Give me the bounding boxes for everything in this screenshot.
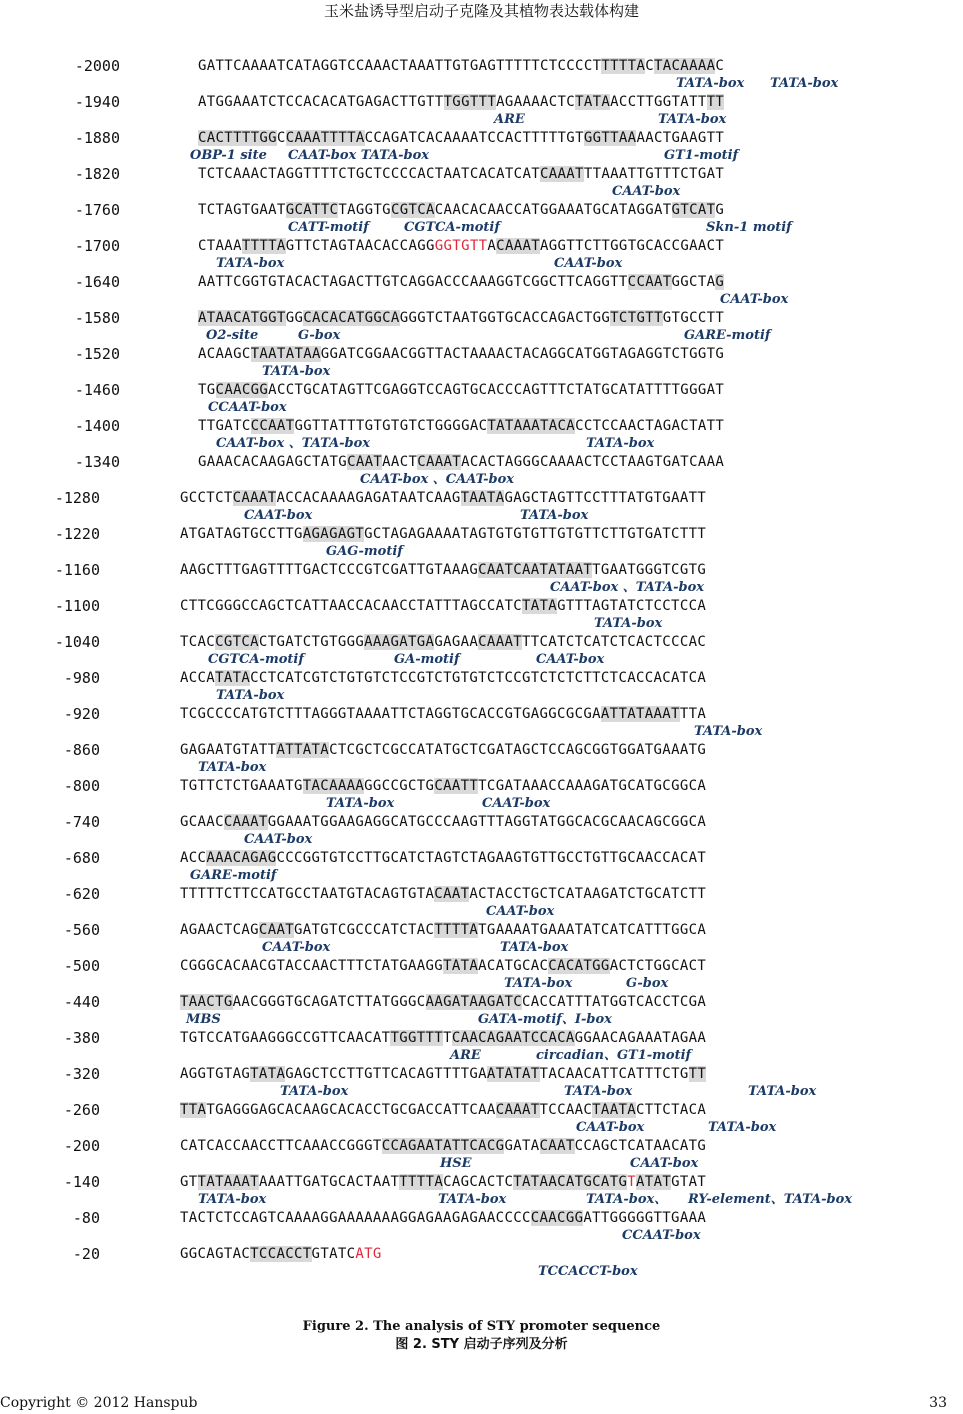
sequence-position-label: -440	[63, 993, 100, 1011]
highlighted-motif-sequence: CGTCA	[215, 634, 259, 650]
sequence-segment: TACAACATTCATTTCTG	[539, 1066, 689, 1082]
sequence-segment: AGGTTCTTGGTGCACCGAACT	[540, 238, 725, 254]
sequence-line	[180, 1100, 706, 1120]
sequence-segment: A	[487, 238, 497, 254]
copyright-footer: Copyright © 2012 Hanspub	[0, 1395, 198, 1411]
figure-caption-chinese: 图 2. STY 启动子序列及分析	[395, 1337, 568, 1352]
sequence-segment: GTATC	[311, 1246, 356, 1262]
highlighted-motif-sequence: ATAACATGGT	[198, 310, 286, 326]
sequence-position-label: -200	[63, 1137, 100, 1155]
sequence-segment: GGCTA	[671, 274, 716, 290]
cis-element-annotation: GA-motif	[394, 652, 460, 667]
sequence-segment: TCCAAC	[539, 1102, 593, 1118]
cis-element-annotation: ARE	[494, 112, 525, 127]
sequence-segment: T	[443, 1030, 452, 1046]
sequence-line	[198, 452, 724, 472]
highlighted-motif-sequence: TAATA	[592, 1102, 636, 1118]
sequence-position-label: -1520	[74, 345, 120, 363]
cis-element-annotation: TATA-box	[520, 508, 589, 523]
sequence-position-label: -1340	[74, 453, 120, 471]
sequence-segment: GGGTCTAATGGTGCACCAGACTGG	[399, 310, 611, 326]
highlighted-motif-sequence: CAAAT	[417, 454, 462, 470]
highlighted-motif-sequence: TATAACATGCATG	[513, 1174, 628, 1190]
sequence-segment: GGATCGGAACGGTTACTAAAACTACAGGCATGGTAGAGGTCTGGTG	[320, 346, 725, 362]
highlighted-motif-sequence: ATTATA	[276, 742, 330, 758]
cis-element-annotation: CAAT-box 、CAAT-box	[360, 472, 515, 487]
sequence-segment: TGAATGGGTCGTG	[592, 562, 707, 578]
cis-element-annotation: TATA-box	[198, 1192, 267, 1207]
cis-element-annotation: CAAT-box 、TATA-box	[550, 580, 705, 595]
cis-element-annotation: CAAT-box	[262, 940, 331, 955]
highlighted-motif-sequence: TTTTA	[399, 1174, 444, 1190]
sequence-segment: CCTCCAACTAGACTATT	[575, 418, 725, 434]
sequence-segment: TCGATAAACCAAAGATGCATGCGGCA	[478, 778, 707, 794]
highlighted-motif-sequence: CGTCA	[390, 202, 435, 218]
sequence-position-label: -1940	[74, 93, 120, 111]
sequence-segment: TTTTTCTTCCATGCCTAATGTACAGTGTA	[180, 886, 435, 902]
sequence-segment: CATCACCAACCTTCAAACCGGGT	[180, 1138, 382, 1154]
sequence-segment: GATTCAAAATCATAGGTCCAAACTAAATTGTGAGTTTTTCTCCCCT	[198, 58, 602, 74]
sequence-segment: TTAAATTGTTTCTGAT	[583, 166, 725, 182]
sequence-segment: ACACTAGGGCAAAACTCCTAAGTGATCAAA	[461, 454, 725, 470]
sequence-position-label: -140	[63, 1173, 100, 1191]
sequence-line	[198, 56, 724, 76]
cis-element-annotation: TATA-box	[216, 688, 285, 703]
sequence-segment: CTAAA	[198, 238, 242, 254]
sequence-position-label: -560	[63, 921, 100, 939]
highlighted-motif-sequence: CAAT	[347, 454, 383, 470]
sequence-segment: AGAACTCAG	[180, 922, 259, 938]
cis-element-annotation: TATA-box	[504, 976, 573, 991]
highlighted-motif-sequence: TATAAATACA	[487, 418, 576, 434]
highlighted-motif-sequence: CACACATGGCA	[303, 310, 400, 326]
sequence-line	[198, 200, 724, 220]
sequence-segment: GCTAGAGAAAATAGTGTGTGTTGTGTTCTTGTGATCTTT	[364, 526, 707, 542]
sequence-segment: AGAAAACTC	[496, 94, 576, 110]
sequence-position-label: -80	[72, 1209, 100, 1227]
highlighted-motif-sequence: TCTGTT	[610, 310, 663, 326]
sequence-segment: GGCCGCTG	[364, 778, 435, 794]
cis-element-annotation: CAAT-box TATA-box	[288, 148, 430, 163]
highlighted-motif-sequence: AAACAGAG	[206, 850, 277, 866]
cis-element-annotation: CAAT-box	[482, 796, 551, 811]
highlighted-motif-sequence: TT	[706, 94, 725, 110]
cis-element-annotation: GARE-motif	[190, 868, 277, 883]
sequence-segment: TTA	[679, 706, 707, 722]
cis-element-annotation: CAAT-box	[554, 256, 623, 271]
sequence-position-label: -1040	[54, 633, 100, 651]
sequence-segment: GT	[180, 1174, 198, 1190]
sequence-segment: CGGGCACAACGTACCAACTTTCTATGAAGG	[180, 958, 444, 974]
sequence-segment: TACTCTCCAGTCAAAAGGAAAAAAAGGAGAAGAGAACCCC	[180, 1210, 531, 1226]
sequence-segment: TGAGGGAGCACAAGCACACCTGCGACCATTCAA	[206, 1102, 496, 1118]
highlighted-motif-sequence: TAATA	[460, 490, 505, 506]
cis-element-annotation: TATA-box	[326, 796, 395, 811]
cis-element-annotation: MBS	[186, 1012, 221, 1027]
sequence-position-label: -1880	[74, 129, 120, 147]
cis-element-annotation: TATA-box	[280, 1084, 349, 1099]
highlighted-motif-sequence: TATA	[215, 670, 251, 686]
highlighted-motif-sequence: CAAT	[434, 886, 470, 902]
cis-element-annotation: CAAT-box 、TATA-box	[216, 436, 371, 451]
highlighted-motif-sequence: CAACAGAATCCACA	[451, 1030, 575, 1046]
sequence-segment: AGGTGTAG	[180, 1066, 251, 1082]
sequence-segment: AACGGGTGCAGATCTTATGGGC	[232, 994, 426, 1010]
sequence-segment: CCAGATCACAAAATCCACTTTTTGT	[364, 130, 584, 146]
sequence-segment: GGTTATTTGTGTGTCTGGGGAC	[294, 418, 488, 434]
sequence-segment: CAACACAACCATGGAAATGCATAGGAT	[434, 202, 672, 218]
sequence-line	[198, 308, 724, 328]
sequence-segment: TAGGTG	[338, 202, 391, 218]
cis-element-annotation: GAG-motif	[326, 544, 403, 559]
sequence-segment: ATGGAAATCTCCACACATGAGACTTGTT	[198, 94, 444, 110]
sequence-line	[180, 1172, 706, 1192]
highlighted-motif-sequence: TACAAAA	[302, 778, 365, 794]
sequence-line	[180, 488, 706, 508]
cis-element-annotation: TATA-box	[586, 436, 655, 451]
cis-element-annotation: TATA-box	[748, 1084, 817, 1099]
highlighted-motif-sequence: CAAAT	[496, 238, 541, 254]
cis-element-annotation: HSE	[440, 1156, 472, 1171]
cis-element-annotation: CATT-motif	[288, 220, 369, 235]
sequence-segment: ACATGCAC	[478, 958, 549, 974]
sequence-line	[198, 416, 724, 436]
sequence-line	[180, 1136, 706, 1156]
sequence-segment: C	[715, 58, 725, 74]
cis-element-annotation: TCCACCT-box	[538, 1264, 638, 1279]
highlighted-motif-sequence: CCAAT	[250, 418, 295, 434]
cis-element-annotation: TATA-box、	[586, 1192, 668, 1207]
highlighted-motif-sequence: CACTTTTGG	[198, 130, 277, 146]
sequence-position-label: -1700	[74, 237, 120, 255]
highlighted-motif-sequence: TATA	[250, 1066, 286, 1082]
sequence-segment: GATA	[504, 1138, 540, 1154]
highlighted-motif-sequence: CCAGAATATTCACG	[381, 1138, 505, 1154]
cis-element-annotation: TATA-box	[694, 724, 763, 739]
highlighted-motif-sequence: CAAAT	[495, 1102, 540, 1118]
sequence-segment: AAGCTTTGAGTTTTGACTCCCGTCGATTGTAAAG	[180, 562, 479, 578]
promoter-sequence-figure	[0, 56, 963, 1306]
sequence-line	[180, 812, 706, 832]
sequence-line	[180, 668, 706, 688]
sequence-line	[180, 560, 706, 580]
highlighted-motif-sequence: GGTTAA	[583, 130, 637, 146]
highlighted-motif-sequence: TT	[688, 1066, 707, 1082]
cis-element-annotation: CAAT-box	[630, 1156, 699, 1171]
sequence-position-label: -1820	[74, 165, 120, 183]
sequence-segment: AAATTGATGCACTAAT	[258, 1174, 400, 1190]
sequence-line	[198, 380, 724, 400]
sequence-line	[180, 920, 706, 940]
sequence-position-label: -1580	[74, 309, 120, 327]
highlighted-motif-sequence: CAAT	[539, 1138, 575, 1154]
sequence-segment: ACCA	[180, 670, 216, 686]
sequence-line	[180, 704, 706, 724]
highlighted-motif-sequence: CAACGG	[215, 382, 269, 398]
highlighted-motif-sequence: CACATGG	[548, 958, 610, 974]
sequence-position-label: -320	[63, 1065, 100, 1083]
sequence-position-label: -1280	[54, 489, 100, 507]
sequence-position-label: -2000	[74, 57, 120, 75]
cis-element-annotation: CAAT-box	[612, 184, 681, 199]
sequence-segment: TCGCCCCATGTCTTTAGGGTAAAATTCTAGGTGCACCGTGAGGCGCGA	[180, 706, 601, 722]
highlighted-motif-sequence: CAAT	[258, 922, 294, 938]
cis-element-annotation: ARE	[450, 1048, 481, 1063]
sequence-segment: CAGCACTC	[443, 1174, 514, 1190]
cis-element-annotation: TATA-box	[708, 1120, 777, 1135]
sequence-segment: TCTAGTGAAT	[198, 202, 286, 218]
sequence-segment: GGCAGTAC	[180, 1246, 251, 1262]
sequence-segment: TGTCCATGAAGGGCCGTTCAACAT	[180, 1030, 391, 1046]
sequence-segment: ATTGGGGGTTGAAA	[583, 1210, 707, 1226]
sequence-segment: ACC	[180, 850, 207, 866]
highlighted-motif-sequence: TTA	[180, 1102, 207, 1118]
sequence-position-label: -20	[72, 1245, 100, 1263]
highlighted-motif-sequence: ATAT	[636, 1174, 672, 1190]
sequence-line	[180, 632, 706, 652]
cis-element-annotation: CCAAT-box	[622, 1228, 701, 1243]
highlighted-motif-sequence: GTCAT	[671, 202, 716, 218]
cis-element-annotation: O2-site	[206, 328, 259, 343]
figure-caption-english: Figure 2. The analysis of STY promoter sequence	[302, 1319, 661, 1334]
sequence-line	[180, 884, 706, 904]
highlighted-motif-sequence: CAAATTTTA	[285, 130, 365, 146]
highlighted-motif-sequence: CCAAT	[627, 274, 672, 290]
sequence-line	[180, 956, 706, 976]
sequence-segment: ACTACCTGCTCATAAGATCTGCATCTT	[469, 886, 707, 902]
highlighted-motif-sequence: TAATATAA	[250, 346, 321, 362]
highlighted-motif-sequence: G	[715, 274, 725, 290]
cis-element-annotation: TATA-box	[658, 112, 727, 127]
sequence-line	[180, 1244, 382, 1264]
sequence-segment: GG	[285, 310, 304, 326]
sequence-line	[180, 1028, 706, 1048]
cis-element-annotation: TATA-box	[216, 256, 285, 271]
highlighted-motif-sequence: TGGTTT	[390, 1030, 444, 1046]
highlighted-motif-sequence: TCCACCT	[250, 1246, 312, 1262]
sequence-segment: GGAACAGAAATAGAA	[574, 1030, 707, 1046]
sequence-segment: CTTCGGGCCAGCTCATTAACCACAACCTATTTAGCCATC	[180, 598, 522, 614]
sequence-line	[198, 164, 724, 184]
sequence-line	[180, 524, 706, 544]
highlighted-motif-sequence: TATA	[575, 94, 611, 110]
cis-element-annotation: OBP-1 site	[190, 148, 267, 163]
highlighted-motif-sequence: TTTTA	[241, 238, 286, 254]
highlighted-motif-sequence: CAACGG	[530, 1210, 584, 1226]
sequence-position-label: -1400	[74, 417, 120, 435]
highlighted-motif-sequence: TATAAAT	[197, 1174, 259, 1190]
cis-element-annotation: TATA-box	[198, 760, 267, 775]
highlighted-motif-sequence: CAAAT	[232, 490, 277, 506]
sequence-segment: ACAAGC	[198, 346, 251, 362]
sequence-line	[198, 128, 724, 148]
highlighted-motif-sequence: ATTATAAAT	[600, 706, 680, 722]
sequence-segment: GTTTAGTATCTCCTCCA	[557, 598, 707, 614]
sequence-segment: CCTCATCGTCTGTGTCTCCGTCTGTGTCTCCGTCTCTCTTCTCACCACATCA	[250, 670, 707, 686]
sequence-position-label: -620	[63, 885, 100, 903]
cis-element-annotation: TATA-box	[262, 364, 331, 379]
highlighted-motif-sequence: CAATCAATATAAT	[478, 562, 593, 578]
sequence-segment: GAAACACAAGAGCTATG	[198, 454, 348, 470]
cis-element-annotation: GT1-motif	[664, 148, 739, 163]
sequence-segment: CTCGCTCGCCATATGCTCGATAGCTCCAGCGGTGGATGAAATG	[329, 742, 707, 758]
sequence-segment: CACCATTTATGGTCACCTCGA	[522, 994, 707, 1010]
sequence-line	[180, 776, 706, 796]
cis-element-annotation: RY-element、TATA-box	[688, 1192, 853, 1207]
cis-element-annotation: TATA-box	[500, 940, 569, 955]
cis-element-annotation: circadian、GT1-motif	[536, 1048, 692, 1063]
cis-element-annotation: CAAT-box	[576, 1120, 645, 1135]
highlighted-motif-sequence: TATA	[443, 958, 479, 974]
sequence-line	[198, 236, 724, 256]
cis-element-annotation: TATA-box	[676, 76, 745, 91]
sequence-segment: C	[645, 58, 654, 74]
sequence-segment: C	[276, 130, 286, 146]
cis-element-annotation: CAAT-box	[486, 904, 555, 919]
sequence-line	[180, 596, 706, 616]
cis-element-annotation: CAAT-box	[244, 508, 313, 523]
sequence-segment: GTGCCTT	[662, 310, 725, 326]
sequence-segment: AATTCGGTGTACACTAGACTTGTCAGGACCCAAAGGTCGGCTTCAGGTT	[198, 274, 628, 290]
red-marked-sequence: ATG	[355, 1246, 382, 1262]
sequence-segment: ACCTGCATAGTTCGAGGTCCAGTGCACCCAGTTTCTATGCATATTTTGGGAT	[268, 382, 725, 398]
sequence-segment: ACCTTGGTATT	[610, 94, 707, 110]
highlighted-motif-sequence: TTTTA	[601, 58, 646, 74]
sequence-line	[198, 344, 724, 364]
sequence-segment: GGAAATGGAAGAGGCATGCCCAAGTTTAGGTATGGCACGCAACAGCGGCA	[267, 814, 707, 830]
page-number: 33	[929, 1395, 947, 1411]
highlighted-motif-sequence: AAGATAAGATC	[425, 994, 523, 1010]
cis-element-annotation: TATA-box	[438, 1192, 507, 1207]
sequence-segment: G	[715, 202, 725, 218]
highlighted-motif-sequence: TAACTG	[180, 994, 233, 1010]
highlighted-motif-sequence: TGGTTT	[443, 94, 497, 110]
highlighted-motif-sequence: AGAGAGT	[302, 526, 365, 542]
sequence-segment: ATGATAGTGCCTTG	[180, 526, 303, 542]
cis-element-annotation: GARE-motif	[684, 328, 771, 343]
sequence-segment: TTGATC	[198, 418, 251, 434]
cis-element-annotation: CGTCA-motif	[404, 220, 500, 235]
sequence-segment: GAGAA	[434, 634, 479, 650]
sequence-position-label: -260	[63, 1101, 100, 1119]
sequence-line	[198, 272, 724, 292]
cis-element-annotation: CCAAT-box	[208, 400, 287, 415]
cis-element-annotation: G-box	[626, 976, 669, 991]
sequence-position-label: -1640	[74, 273, 120, 291]
cis-element-annotation: Skn-1 motif	[706, 220, 792, 235]
sequence-segment: GTAT	[671, 1174, 707, 1190]
sequence-segment: TGAAAATGAAATATCATCATTTGGCA	[478, 922, 707, 938]
highlighted-motif-sequence: CAAAT	[478, 634, 522, 650]
cis-element-annotation: TATA-box	[770, 76, 839, 91]
sequence-position-label: -1160	[54, 561, 100, 579]
cis-element-annotation: CGTCA-motif	[208, 652, 304, 667]
red-marked-sequence: GGTGTT	[434, 238, 488, 254]
sequence-position-label: -980	[63, 669, 100, 687]
sequence-position-label: -1220	[54, 525, 100, 543]
sequence-segment: GCCTCT	[180, 490, 233, 506]
highlighted-motif-sequence: TACAAAA	[654, 58, 716, 74]
cis-element-annotation: TATA-box	[594, 616, 663, 631]
sequence-line	[180, 848, 706, 868]
sequence-segment: GCAAC	[180, 814, 224, 830]
highlighted-motif-sequence: CAAAT	[223, 814, 268, 830]
cis-element-annotation: CAAT-box	[244, 832, 313, 847]
sequence-segment: CCAGCTCATAACATG	[574, 1138, 707, 1154]
sequence-position-label: -860	[63, 741, 100, 759]
sequence-position-label: -380	[63, 1029, 100, 1047]
cis-element-annotation: GATA-motif、I-box	[478, 1012, 612, 1027]
sequence-position-label: -800	[63, 777, 100, 795]
highlighted-motif-sequence: ATATAT	[486, 1066, 540, 1082]
cis-element-annotation: CAAT-box	[720, 292, 789, 307]
sequence-segment: GAGAATGTATT	[180, 742, 277, 758]
cis-element-annotation: G-box	[298, 328, 341, 343]
highlighted-motif-sequence: TTTTA	[434, 922, 479, 938]
sequence-segment: GAGCTAGTTCCTTTATGTGAATT	[504, 490, 707, 506]
sequence-segment: AACT	[382, 454, 418, 470]
sequence-position-label: -1460	[74, 381, 120, 399]
sequence-segment: CTTCTACA	[636, 1102, 707, 1118]
sequence-segment: AACTGAAGTT	[636, 130, 725, 146]
sequence-position-label: -920	[63, 705, 100, 723]
highlighted-motif-sequence: CAAAT	[539, 166, 584, 182]
sequence-position-label: -680	[63, 849, 100, 867]
red-marked-sequence: T	[627, 1174, 637, 1190]
sequence-segment: GAGCTCCTTGTTCACAGTTTTGA	[285, 1066, 487, 1082]
sequence-line	[180, 1208, 706, 1228]
sequence-line	[198, 92, 724, 112]
sequence-line	[180, 740, 706, 760]
sequence-segment: TGTTCTCTGAAATG	[180, 778, 303, 794]
sequence-position-label: -500	[63, 957, 100, 975]
sequence-segment: CCCGGTGTCCTTGCATCTAGTCTAGAAGTGTTGCCTGTTGCAACCACAT	[276, 850, 707, 866]
sequence-segment: TTCATCTCATCTCACTCCCAC	[522, 634, 707, 650]
highlighted-motif-sequence: TATA	[521, 598, 558, 614]
sequence-segment: TCTCAAACTAGGTTTTCTGCTCCCCACTAATCACATCAT	[198, 166, 540, 182]
sequence-segment: CTGATCTGTGGG	[258, 634, 365, 650]
sequence-position-label: -1760	[74, 201, 120, 219]
sequence-segment: TCAC	[180, 634, 216, 650]
cis-element-annotation: TATA-box	[564, 1084, 633, 1099]
running-header: 玉米盐诱导型启动子克隆及其植物表达载体构建	[323, 2, 639, 20]
sequence-line	[180, 1064, 706, 1084]
cis-element-annotation: CAAT-box	[536, 652, 605, 667]
sequence-segment: ACTCTGGCACT	[609, 958, 707, 974]
highlighted-motif-sequence: GCATTC	[285, 202, 339, 218]
sequence-segment: TG	[198, 382, 216, 398]
highlighted-motif-sequence: AAAGATGA	[364, 634, 435, 650]
highlighted-motif-sequence: CAATT	[434, 778, 479, 794]
sequence-segment: GATGTCGCCCATCTAC	[294, 922, 435, 938]
sequence-segment: GTTCTAGTAACACCAGG	[285, 238, 435, 254]
sequence-segment: ACCACAAAAGAGATAATCAAG	[276, 490, 461, 506]
sequence-position-label: -1100	[54, 597, 100, 615]
sequence-position-label: -740	[63, 813, 100, 831]
sequence-line	[180, 992, 706, 1012]
